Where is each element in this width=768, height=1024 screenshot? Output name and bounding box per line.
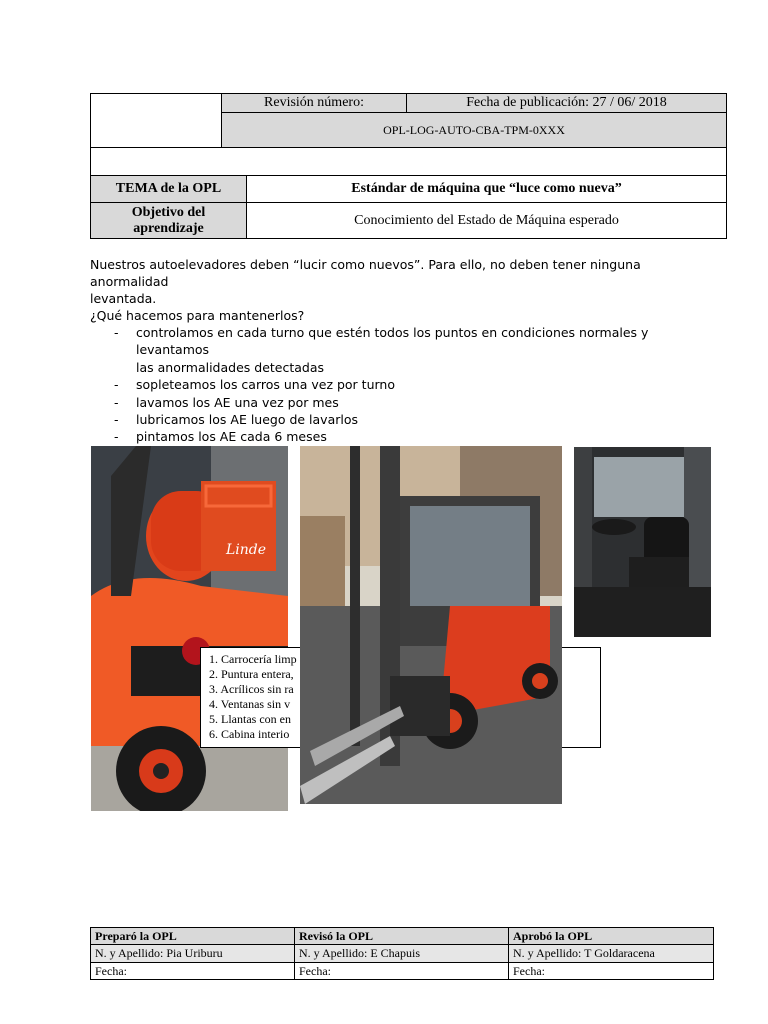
reviewed-date-cell (294, 962, 509, 980)
reviewed-header (294, 927, 509, 945)
objetivo-value-cell (246, 202, 727, 239)
actions-list (90, 324, 696, 446)
prepared-header (90, 927, 295, 945)
checklist-item: 6. Cabina interio (209, 727, 290, 741)
forklift-front-photo (300, 446, 562, 804)
logo-cell (90, 93, 222, 148)
doc-code: OPL-LOG-AUTO-CBA-TPM-0XXX (383, 122, 565, 137)
reviewed-title: Revisó la OPL (299, 928, 373, 943)
reviewed-name: N. y Apellido: E Chapuis (299, 946, 420, 960)
tema-value-cell (246, 175, 727, 203)
approved-title: Aprobó la OPL (513, 928, 593, 943)
checklist-item: 2. Puntura entera, (209, 667, 294, 681)
publication-cell (406, 93, 727, 113)
approved-date-cell (508, 962, 714, 980)
list-item: - pintamos los AE cada 6 meses (90, 428, 696, 445)
prepared-date-cell (90, 962, 295, 980)
list-item: - sopleteamos los carros una vez por turno (90, 376, 696, 393)
prepared-title: Preparó la OPL (95, 928, 177, 943)
objetivo-value: Conocimiento del Estado de Máquina esperado (354, 212, 619, 228)
objetivo-label-cell (90, 202, 247, 239)
forklift-rear-photo (91, 446, 288, 811)
approved-name: N. y Apellido: T Goldaracena (513, 946, 655, 960)
linde-logo-text: Linde (226, 542, 267, 558)
prepared-name-cell (90, 944, 295, 963)
question-line: ¿Qué hacemos para mantenerlos? (90, 308, 305, 323)
reviewed-date-label: Fecha: (299, 963, 331, 978)
list-item: - lubricamos los AE luego de lavarlos (90, 411, 696, 428)
checklist-item: 1. Carrocería limp (209, 652, 297, 666)
signoff-table (90, 927, 714, 980)
intro-line-2: levantada. (90, 291, 157, 306)
doc-code-cell (221, 112, 727, 148)
tema-value: Estándar de máquina que “luce como nueva” (351, 181, 622, 196)
revision-cell (221, 93, 407, 113)
forklift-cabin-photo (574, 447, 711, 637)
objetivo-label-line1: Objetivo del (131, 204, 206, 220)
opl-header-table (90, 93, 727, 239)
list-item-text: controlamos en cada turno que estén todos los puntos en condiciones normales y levantamos (136, 325, 649, 358)
list-item-text-cont: las anormalidades detectadas (136, 359, 325, 375)
intro-paragraph (90, 256, 690, 307)
reviewed-name-cell (294, 944, 509, 963)
checklist-item: 3. Acrílicos sin ra (209, 682, 294, 696)
intro-line-1: Nuestros autoelevadores deben “lucir como nuevos”. Para ello, no deben tener ninguna anormalidad (90, 257, 641, 289)
blank-row (90, 147, 727, 176)
prepared-date-label: Fecha: (95, 963, 127, 978)
approved-header (508, 927, 714, 945)
checklist-item: 5. Llantas con en (209, 712, 291, 726)
publication-date: Fecha de publicación: 27 / 06/ 2018 (466, 95, 667, 110)
objetivo-label-line2: aprendizaje (133, 220, 204, 236)
checklist-item: 4. Ventanas sin v (209, 697, 291, 711)
tema-label: TEMA de la OPL (115, 181, 222, 196)
list-item-text: sopleteamos los carros una vez por turno (136, 377, 395, 393)
list-item: - lavamos los AE una vez por mes (90, 394, 696, 411)
approved-name-cell (508, 944, 714, 963)
list-item: - controlamos en cada turno que estén todos los puntos en condiciones normales y levantamos las anormalidades detectadas (90, 324, 696, 376)
list-item-text: lavamos los AE una vez por mes (136, 394, 339, 410)
list-item-text: pintamos los AE cada 6 meses (136, 429, 327, 445)
list-item-text: lubricamos los AE luego de lavarlos (136, 412, 359, 428)
approved-date-label: Fecha: (513, 963, 545, 978)
prepared-name: N. y Apellido: Pia Uriburu (95, 946, 223, 960)
revision-label: Revisión número: (264, 95, 364, 110)
tema-label-cell (90, 175, 247, 203)
